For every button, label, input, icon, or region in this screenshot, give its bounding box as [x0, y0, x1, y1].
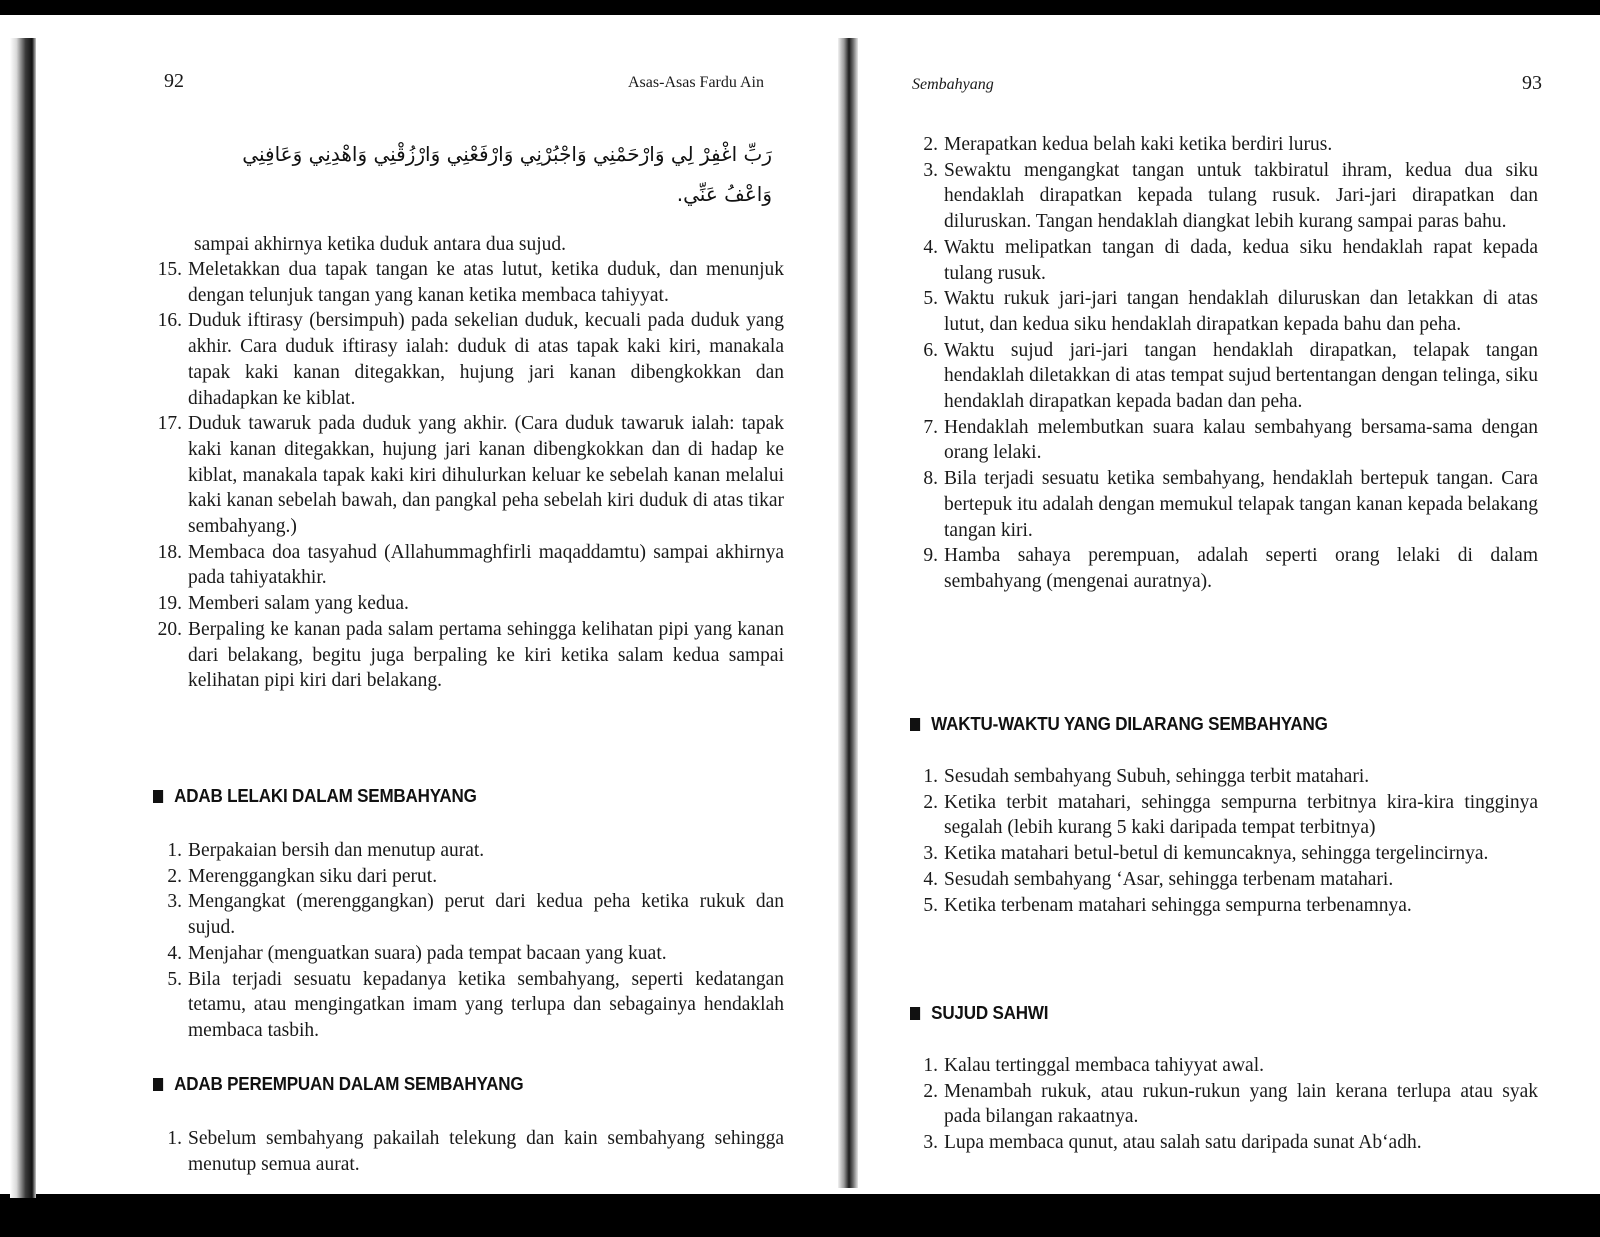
list-item: 3 . Ketika matahari betul-betul di kemuncaknya, sehingga tergelincirnya. — [908, 841, 1538, 867]
list-item: 3 . Sewaktu mengangkat tangan untuk takbiratul ihram, kedua dua siku hendaklah dirapatkan kepada tulang rusuk. Jari-jari dirapatkan dan diluruskan. Tangan hendaklah diangkat lebih kurang sampai paras bahu. — [908, 158, 1538, 235]
book-edge-shadow — [10, 38, 36, 1198]
running-head-right: Sembahyang — [912, 76, 994, 93]
list-items-15-20 — [152, 257, 784, 694]
list-item: 3 . Mengangkat (merenggangkan) perut dari kedua peha ketika rukuk dan sujud. — [152, 889, 784, 940]
list-item: 2 . Merapatkan kedua belah kaki ketika berdiri lurus. — [908, 132, 1538, 158]
list-item: 1 . Sebelum sembahyang pakailah telekung dan kain sembahyang sehingga menutup semua aurat. — [152, 1126, 784, 1177]
list-item: 9 . Hamba sahaya perempuan, adalah seperti orang lelaki di dalam sembahyang (mengenai auratnya). — [908, 543, 1538, 594]
left-page — [40, 0, 830, 1194]
square-bullet-icon — [153, 790, 163, 803]
list-item: 5 . Waktu rukuk jari-jari tangan hendaklah diluruskan dan letakkan di atas lutut, dan kedua siku hendaklah dirapatkan kepada bahu dan peha. — [908, 286, 1538, 337]
list-item: 4 . Waktu melipatkan tangan di dada, kedua siku hendaklah rapat kepada tulang rusuk. — [908, 235, 1538, 286]
heading-adab-perempuan: ADAB PEREMPUAN DALAM SEMBAHYANG — [153, 1073, 523, 1095]
list-item: 5 . Ketika terbenam matahari sehingga sempurna terbenamnya. — [908, 893, 1538, 919]
list-item: 3 . Lupa membaca qunut, atau salah satu daripada sunat Ab‘adh. — [908, 1130, 1538, 1156]
scan-border-bottom — [0, 1194, 1600, 1237]
list-adab-lelaki — [152, 838, 784, 1044]
arabic-prayer-line-2: وَاعْفُ عَنِّي. — [676, 182, 772, 206]
square-bullet-icon — [910, 1007, 920, 1020]
list-item: 19 . Memberi salam yang kedua. — [152, 591, 784, 617]
list-sujud-sahwi — [908, 1053, 1538, 1156]
heading-sujud-sahwi: SUJUD SAHWI — [910, 1002, 1048, 1024]
list-item: 1 . Kalau tertinggal membaca tahiyyat awal. — [908, 1053, 1538, 1079]
list-waktu-dilarang — [908, 764, 1538, 918]
list-item: 1 . Sesudah sembahyang Subuh, sehingga terbit matahari. — [908, 764, 1538, 790]
page-number-right: 93 — [1522, 72, 1542, 94]
list-item: 7 . Hendaklah melembutkan suara kalau sembahyang bersama-sama dengan orang lelaki. — [908, 415, 1538, 466]
list-item: 5 . Bila terjadi sesuatu kepadanya ketika sembahyang, seperti kedatangan tetamu, atau mengingatkan imam yang terlupa dan sebagainya hendaklah membaca tasbih. — [152, 967, 784, 1044]
list-item: 8 . Bila terjadi sesuatu ketika sembahyang, hendaklah bertepuk tangan. Cara bertepuk itu adalah dengan memukul telapak tangan kanan kepada belakang tangan kiri. — [908, 466, 1538, 543]
arabic-prayer-line-1: رَبِّ اغْفِرْ لِي وَارْحَمْنِي وَاجْبُرْنِي وَارْفَعْنِي وَارْزُقْنِي وَاهْدِنِي وَعَافِنِي — [242, 142, 772, 166]
list-item: 16 . Duduk iftirasy (bersimpuh) pada sekelian duduk, kecuali pada duduk yang akhir. Cara duduk iftirasy ialah: duduk di atas tapak kaki kiri, manakala tapak kaki kanan ditegakkan, hujung jari kanan dibengkokkan dan dihadapkan ke kiblat. — [152, 308, 784, 411]
running-head-left: Asas-Asas Fardu Ain — [628, 74, 764, 91]
list-item: 2 . Ketika terbit matahari, sehingga sempurna terbitnya kira-kira tingginya segalah (lebih kurang 5 kaki daripada tempat terbitnya) — [908, 790, 1538, 841]
heading-adab-lelaki: ADAB LELAKI DALAM SEMBAHYANG — [153, 785, 477, 807]
page-number-left: 92 — [164, 70, 184, 92]
list-item: 2 . Menambah rukuk, atau rukun-rukun yang lain kerana terlupa atau syak pada bilangan rakaatnya. — [908, 1079, 1538, 1130]
list-item: 1 . Berpakaian bersih dan menutup aurat. — [152, 838, 784, 864]
book-gutter — [838, 38, 858, 1188]
list-adab-perempuan-cont — [908, 132, 1538, 595]
square-bullet-icon — [153, 1078, 163, 1091]
list-item: 15 . Meletakkan dua tapak tangan ke atas lutut, ketika duduk, dan menunjuk dengan telunjuk tangan yang kanan ketika membaca tahiyyat. — [152, 257, 784, 308]
square-bullet-icon — [910, 718, 920, 731]
list-item: 4 . Sesudah sembahyang ‘Asar, sehingga terbenam matahari. — [908, 867, 1538, 893]
right-page — [868, 0, 1568, 1194]
list-item: 6 . Waktu sujud jari-jari tangan hendaklah dirapatkan, telapak tangan hendaklah diletakkan di atas tempat sujud bertentangan dengan telinga, siku hendaklah dirapatkan kepada badan dan peha. — [908, 338, 1538, 415]
list-item: 20 . Berpaling ke kanan pada salam pertama sehingga kelihatan pipi yang kanan dari belakang, begitu juga berpaling ke kiri ketika salam kedua sampai kelihatan pipi kiri dari belakang. — [152, 617, 784, 694]
list-adab-perempuan — [152, 1126, 784, 1177]
heading-waktu-dilarang: WAKTU-WAKTU YANG DILARANG SEMBAHYANG — [910, 713, 1328, 735]
list-item: 18 . Membaca doa tasyahud (Allahummaghfirli maqaddamtu) sampai akhirnya pada tahiyatakhir. — [152, 540, 784, 591]
continuation-text: sampai akhirnya ketika duduk antara dua sujud. — [194, 234, 567, 255]
list-item: 2 . Merenggangkan siku dari perut. — [152, 864, 784, 890]
list-item: 17 . Duduk tawaruk pada duduk yang akhir. (Cara duduk tawaruk ialah: tapak kaki kanan ditegakkan, hujung jari kanan dibengkokkan dan di hadap ke kiblat, manakala tapak kaki kiri dihulurkan keluar ke sebelah kanan melalui kaki kanan sebelah bawah, dan pangkal peha sebelah kiri duduk di atas tikar sembahyang.) — [152, 411, 784, 540]
list-item: 4 . Menjahar (menguatkan suara) pada tempat bacaan yang kuat. — [152, 941, 784, 967]
